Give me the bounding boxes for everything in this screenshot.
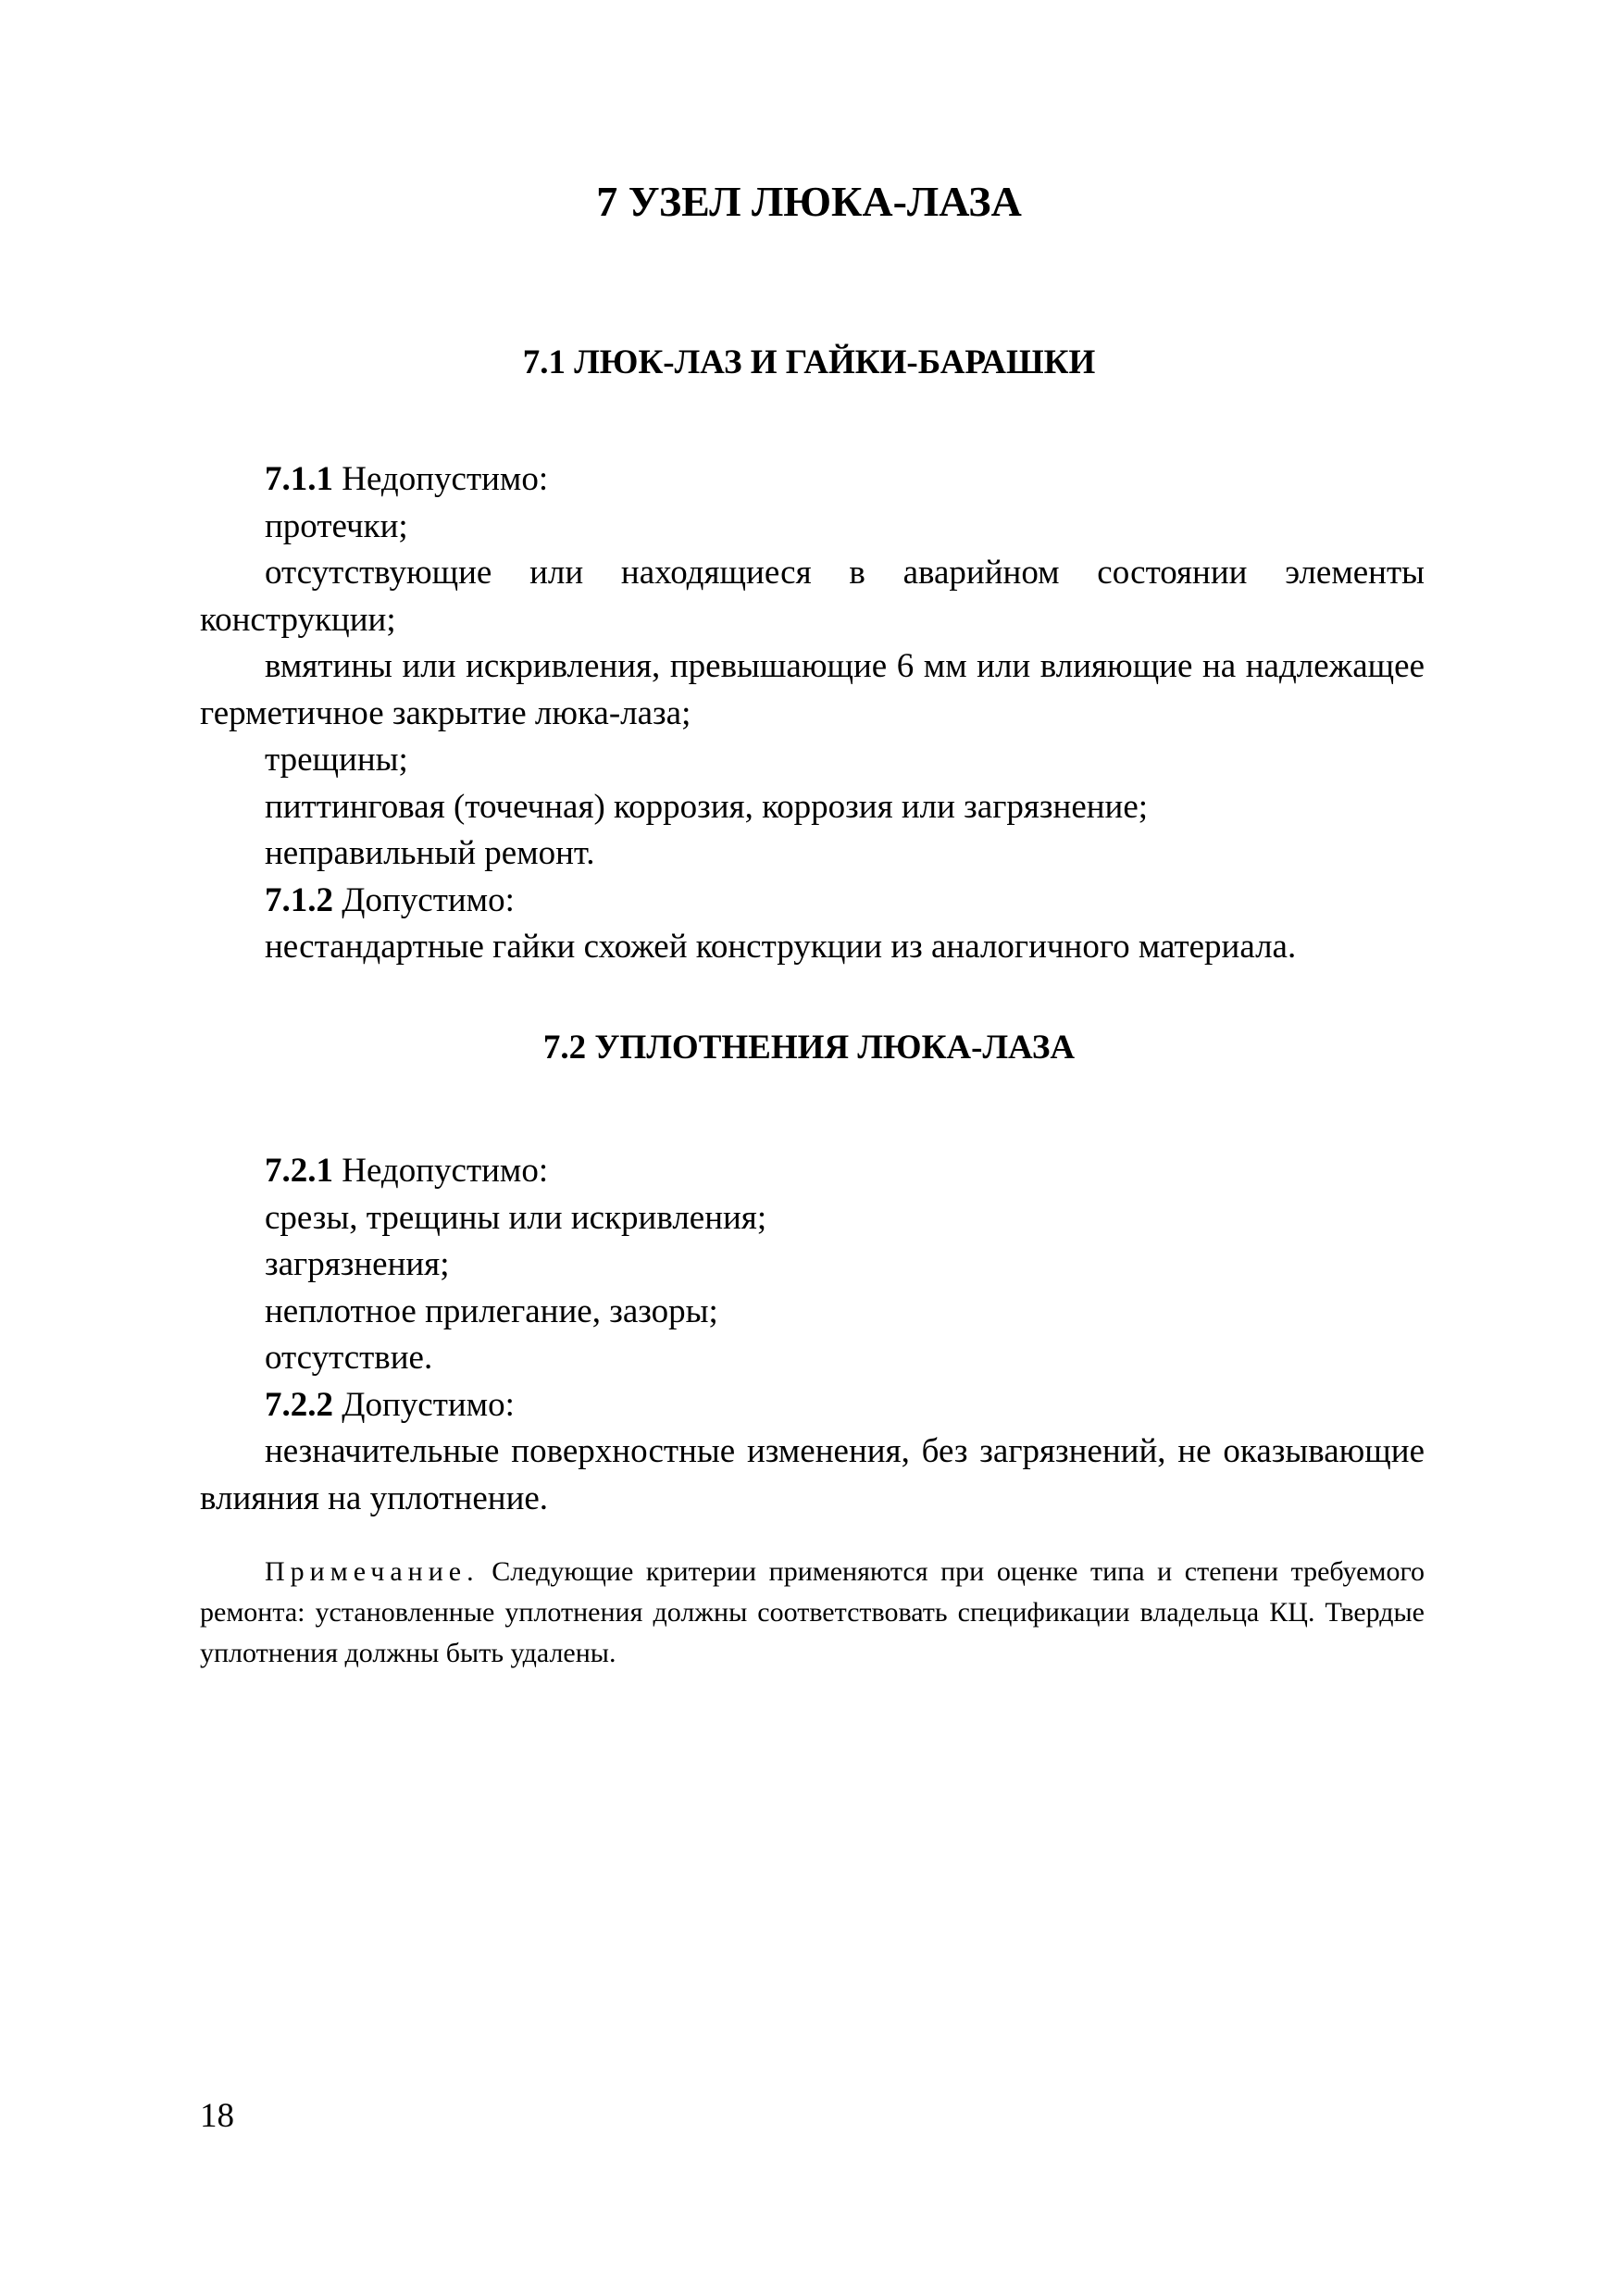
- clause-label: Недопустимо:: [342, 460, 549, 498]
- list-item: отсутствующие или находящиеся в аварийном состоянии элементы конструкции;: [200, 554, 1425, 639]
- list-item: нестандартные гайки схожей конструкции из аналогичного материала.: [265, 928, 1297, 966]
- clause-number: 7.1.2: [265, 880, 333, 919]
- clause-number: 7.2.1: [265, 1152, 333, 1190]
- list-item: вмятины или искривления, превышающие 6 мм или влияющие на надлежащее герметичное закрытие люка-лаза;: [200, 647, 1425, 732]
- chapter-title: 7 УЗЕЛ ЛЮКА-ЛАЗА: [596, 178, 1022, 225]
- clause-label: Недопустимо:: [342, 1152, 549, 1190]
- list-item: загрязнения;: [265, 1245, 450, 1283]
- section-heading-7-2: 7.2 УПЛОТНЕНИЯ ЛЮКА-ЛАЗА: [542, 1029, 1076, 1067]
- list-item: питтинговая (точечная) коррозия, коррозия или загрязнение;: [265, 787, 1149, 826]
- clause-number: 7.1.1: [265, 460, 333, 498]
- list-item: срезы, трещины или искривления;: [265, 1198, 767, 1237]
- clause-7-1-1-header: [200, 456, 1425, 504]
- note-label: Примечание.: [265, 1556, 479, 1587]
- list-item: протечки;: [265, 506, 408, 545]
- note-paragraph: [200, 1552, 1425, 1674]
- note-text: Следующие критерии применяются при оценке типа и степени требуемого ремонта: установленные уплотнения должны соответствовать спецификации владельца КЦ. Твердые уплотнения должны быть удалены.: [200, 1556, 1425, 1668]
- page-number: 18: [200, 2097, 234, 2135]
- clause-label: Допустимо:: [342, 880, 515, 919]
- clause-7-2-2-header: [200, 1382, 1425, 1429]
- list-item: неправильный ремонт.: [265, 834, 595, 872]
- clause-number: 7.2.2: [265, 1385, 333, 1424]
- list-item: незначительные поверхностные изменения, без загрязнений, не оказывающие влияния на уплотнение.: [200, 1432, 1425, 1517]
- section-7-2-body: [200, 1148, 1425, 1522]
- list-item: неплотное прилегание, зазоры;: [265, 1292, 718, 1330]
- list-item: отсутствие.: [265, 1339, 433, 1377]
- list-item: трещины;: [265, 741, 408, 779]
- clause-label: Допустимо:: [342, 1385, 515, 1424]
- section-heading-7-1: 7.1 ЛЮК-ЛАЗ И ГАЙКИ-БАРАШКИ: [522, 343, 1096, 381]
- clause-7-1-2-header: [200, 878, 1425, 925]
- clause-7-2-1-header: [200, 1148, 1425, 1195]
- section-7-1-body: [200, 456, 1425, 971]
